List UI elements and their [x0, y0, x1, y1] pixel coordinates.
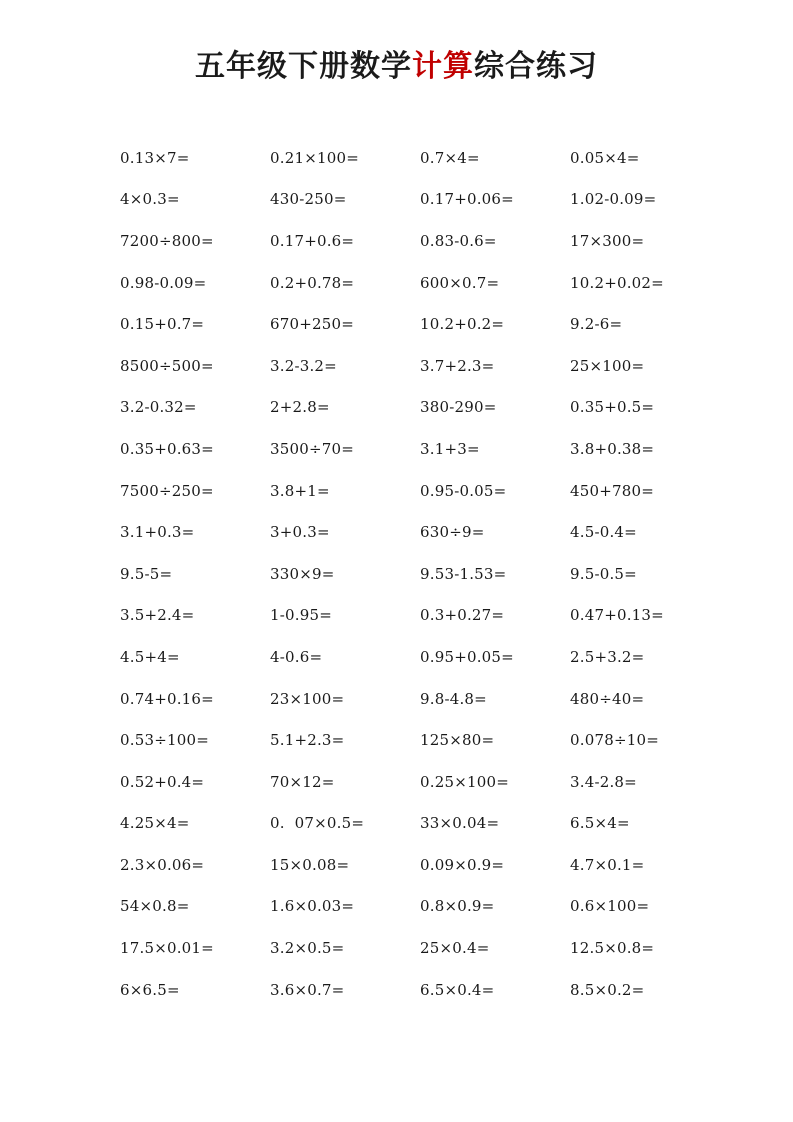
math-problem: 0.21×100= — [270, 148, 359, 167]
math-problem: 3.2-3.2= — [270, 356, 337, 375]
math-problem: 33×0.04= — [420, 814, 500, 833]
math-problem: 0.83-0.6= — [420, 231, 497, 250]
title-part-3: 综合练习 — [474, 49, 598, 84]
math-problem: 6.5×0.4= — [420, 980, 495, 999]
math-problem: 5.1+2.3= — [270, 731, 345, 750]
math-problem: 4.25×4= — [120, 814, 190, 833]
math-problem: 0.05×4= — [570, 148, 640, 167]
math-problem: 0.09×0.9= — [420, 855, 505, 874]
math-problem: 0.17+0.06= — [420, 190, 514, 209]
math-problem: 4×0.3= — [120, 190, 180, 209]
math-problem: 9.5-0.5= — [570, 564, 637, 583]
math-problem: 4.7×0.1= — [570, 855, 645, 874]
math-problem: 0. 07×0.5= — [270, 814, 365, 833]
math-problem: 17×300= — [570, 231, 645, 250]
math-problem: 23×100= — [270, 689, 345, 708]
math-problem: 4-0.6= — [270, 647, 323, 666]
math-problem: 0.74+0.16= — [120, 689, 214, 708]
math-problem: 450+780= — [570, 481, 654, 500]
math-problem: 9.53-1.53= — [420, 564, 507, 583]
math-problem: 0.6×100= — [570, 897, 650, 916]
math-problem: 3.1+0.3= — [120, 523, 195, 542]
math-problem: 3.5+2.4= — [120, 606, 195, 625]
math-problem: 3.6×0.7= — [270, 980, 345, 999]
math-problem: 330×9= — [270, 564, 335, 583]
math-problem: 3.1+3= — [420, 439, 480, 458]
math-problem: 3500÷70= — [270, 439, 354, 458]
math-problem: 630÷9= — [420, 523, 485, 542]
math-problem: 0.52+0.4= — [120, 772, 205, 791]
math-problem: 15×0.08= — [270, 855, 350, 874]
math-problem: 6.5×4= — [570, 814, 630, 833]
math-problem: 1-0.95= — [270, 606, 332, 625]
math-problem: 0.7×4= — [420, 148, 480, 167]
math-problem: 0.25×100= — [420, 772, 509, 791]
math-problem: 3.4-2.8= — [570, 772, 637, 791]
math-problem: 8500÷500= — [120, 356, 214, 375]
math-problem: 7500÷250= — [120, 481, 214, 500]
math-problem: 10.2+0.2= — [420, 315, 505, 334]
math-problem: 380-290= — [420, 398, 497, 417]
math-problem: 25×0.4= — [420, 939, 490, 958]
math-problem: 480÷40= — [570, 689, 645, 708]
math-problem: 600×0.7= — [420, 273, 500, 292]
math-problem: 0.35+0.63= — [120, 439, 214, 458]
math-problem: 1.6×0.03= — [270, 897, 355, 916]
math-problem: 670+250= — [270, 315, 354, 334]
math-problem: 0.95+0.05= — [420, 647, 514, 666]
title-part-1: 五年级下册数学 — [195, 49, 412, 84]
math-problem: 54×0.8= — [120, 897, 190, 916]
math-problem: 125×80= — [420, 731, 495, 750]
math-problem: 8.5×0.2= — [570, 980, 645, 999]
math-problem: 0.35+0.5= — [570, 398, 655, 417]
math-problem: 0.47+0.13= — [570, 606, 664, 625]
math-problem: 17.5×0.01= — [120, 939, 214, 958]
math-problem: 4.5+4= — [120, 647, 180, 666]
math-problem: 12.5×0.8= — [570, 939, 655, 958]
math-problem: 0.8×0.9= — [420, 897, 495, 916]
math-problem: 6×6.5= — [120, 980, 180, 999]
math-problem: 1.02-0.09= — [570, 190, 657, 209]
title-highlight: 计算 — [412, 49, 474, 84]
math-problem: 9.2-6= — [570, 315, 623, 334]
math-problem: 0.98-0.09= — [120, 273, 207, 292]
math-problem: 0.2+0.78= — [270, 273, 355, 292]
math-problem: 2.3×0.06= — [120, 855, 205, 874]
math-problem: 2+2.8= — [270, 398, 330, 417]
math-problem: 430-250= — [270, 190, 347, 209]
math-problem: 0.078÷10= — [570, 731, 659, 750]
math-problem: 0.95-0.05= — [420, 481, 507, 500]
math-problem: 0.53÷100= — [120, 731, 209, 750]
math-problem: 10.2+0.02= — [570, 273, 664, 292]
math-problem: 0.15+0.7= — [120, 315, 205, 334]
math-problem: 3.8+1= — [270, 481, 330, 500]
math-problem: 9.5-5= — [120, 564, 173, 583]
math-problem: 3.7+2.3= — [420, 356, 495, 375]
math-problem: 0.13×7= — [120, 148, 190, 167]
math-problem: 70×12= — [270, 772, 335, 791]
math-problem: 4.5-0.4= — [570, 523, 637, 542]
problem-grid — [120, 137, 740, 1010]
math-problem: 25×100= — [570, 356, 645, 375]
math-problem: 3.8+0.38= — [570, 439, 655, 458]
math-problem: 3.2×0.5= — [270, 939, 345, 958]
page-title — [0, 45, 793, 89]
math-problem: 2.5+3.2= — [570, 647, 645, 666]
math-problem: 7200÷800= — [120, 231, 214, 250]
math-problem: 0.17+0.6= — [270, 231, 355, 250]
math-problem: 9.8-4.8= — [420, 689, 487, 708]
math-problem: 3.2-0.32= — [120, 398, 197, 417]
math-problem: 0.3+0.27= — [420, 606, 505, 625]
math-problem: 3+0.3= — [270, 523, 330, 542]
